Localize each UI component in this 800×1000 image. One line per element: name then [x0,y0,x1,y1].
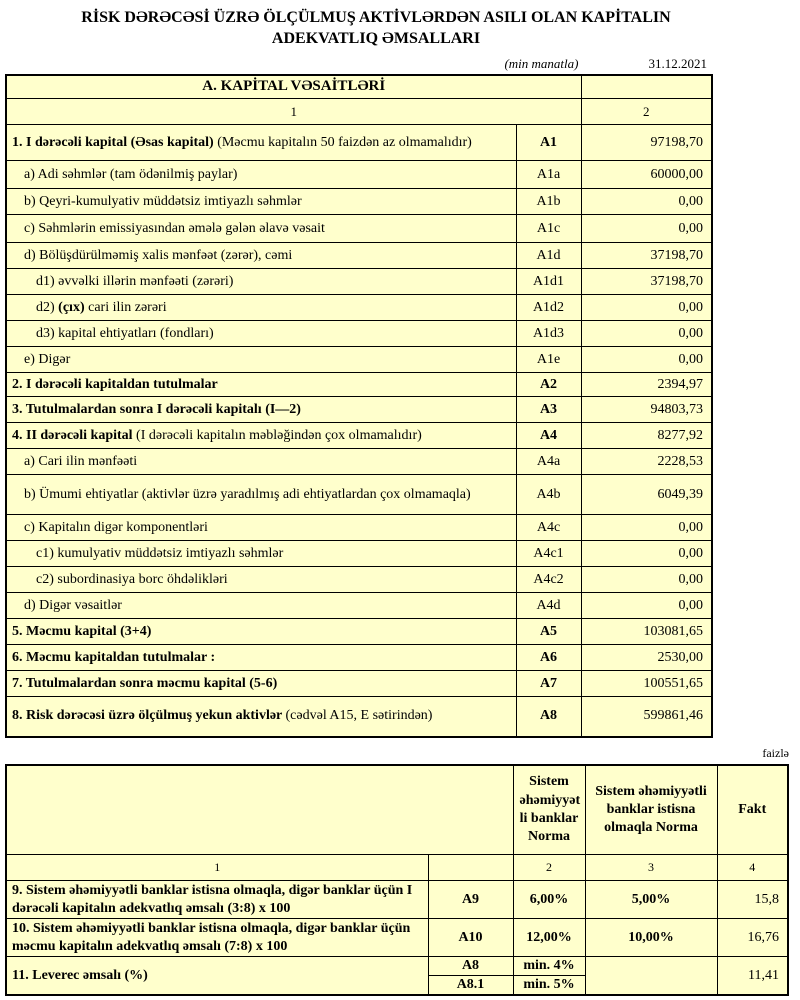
label-bold: (çıx) [58,299,85,315]
row-label [6,321,516,347]
row-value: 0,00 [581,347,712,373]
label-post: (I dərəcəli kapitalın məbləğindən çox olmamalıdır) [136,427,422,443]
label-pre: d) Bölüşdürülməmiş xalis mənfəət (zərər), cəmi [24,247,293,263]
label-pre: b) Qeyri-kumulyativ müddətsiz imtiyazlı səhmlər [24,193,302,209]
table-row [6,347,712,373]
label-bold: 10. Sistem əhəmiyyətli banklar istisna olmaqla, digər banklar üçün məcmu kapitalın adekvatlıq əmsalı (7:8) x 100 [12,921,411,954]
col-num-label: 1 [6,99,581,125]
table-row [6,189,712,215]
table-row [6,619,712,645]
row-value: 6049,39 [581,475,712,515]
row-value: 0,00 [581,541,712,567]
row-code: A4d [516,593,581,619]
row-value: 0,00 [581,593,712,619]
label-pre: a) Cari ilin mənfəəti [24,453,138,469]
row-label [6,645,516,671]
row-label [6,697,516,737]
label-pre: d1) əvvəlki illərin mənfəəti (zərəri) [36,273,234,289]
row-other-norm-empty [585,957,717,996]
page-title-line1: RİSK DƏRƏCƏSİ ÜZRƏ ÖLÇÜLMUŞ AKTİVLƏRDƏN ASILI OLAN KAPİTALIN [81,9,671,26]
row-label [6,449,516,475]
table-row [6,215,712,243]
column-number-row [6,99,712,125]
table-row [6,919,788,957]
page-title [5,8,747,50]
adequacy-ratios-table [5,764,789,997]
row-value: 0,00 [581,515,712,541]
percent-note: faizlə [762,745,789,760]
label-pre: c2) subordinasiya borc öhdəlikləri [36,571,228,587]
row-code: A1a [516,161,581,189]
row-label [6,957,428,996]
header-other-norm: Sistem əhəmiyyətli banklar istisna olmaqla Norma [585,765,717,855]
row-code-a81: A8.1 [428,976,513,996]
row-label [6,189,516,215]
table-row [6,397,712,423]
table-row [6,321,712,347]
row-value: 8277,92 [581,423,712,449]
row-code: A10 [428,919,513,957]
column-number-row [6,855,788,881]
table-row [6,645,712,671]
col-num-2: 2 [513,855,585,881]
row-label [6,125,516,161]
col-num-empty [428,855,513,881]
row-sys-norm: 12,00% [513,919,585,957]
label-bold: 9. Sistem əhəmiyyətli banklar istisna olmaqla, digər banklar üçün I dərəcəli kapitalın adekvatlıq əmsalı (3:8) x 100 [12,883,413,916]
row-code: A1d3 [516,321,581,347]
label-bold: 7. Tutulmalardan sonra məcmu kapital (5-6) [12,675,278,691]
row-code: A7 [516,671,581,697]
row-code: A4c [516,515,581,541]
label-post: (Məcmu kapitalın 50 faizdən az olmamalıdır) [217,134,472,150]
label-bold: 1. I dərəcəli kapital (Əsas kapital) [12,134,218,150]
row-label [6,671,516,697]
table-row [6,269,712,295]
table-row [6,449,712,475]
row-code: A4a [516,449,581,475]
row-fact: 11,41 [717,957,788,996]
row-label [6,919,428,957]
label-bold: 11. Leverec əmsalı (%) [12,967,148,983]
table-row [6,125,712,161]
row-label [6,295,516,321]
col-num-4: 4 [717,855,788,881]
col-num-3: 3 [585,855,717,881]
row-code: A8 [516,697,581,737]
row-fact: 15,8 [717,881,788,919]
row-label [6,243,516,269]
row-code: A1b [516,189,581,215]
label-pre: c) Kapitalın digər komponentləri [24,519,208,535]
row-label [6,215,516,243]
row-code: A4c1 [516,541,581,567]
table-row [6,295,712,321]
row-other-norm: 10,00% [585,919,717,957]
row-label [6,619,516,645]
section-header: A. KAPİTAL VƏSAİTLƏRİ [6,75,581,99]
table-row [6,161,712,189]
row-value: 2228,53 [581,449,712,475]
row-code: A9 [428,881,513,919]
table-row [6,697,712,737]
row-label [6,881,428,919]
row-code: A6 [516,645,581,671]
page-title-line2: ADEKVATLIQ ƏMSALLARI [271,29,481,47]
label-pre: d) Digər vəsaitlər [24,597,122,613]
row-value: 94803,73 [581,397,712,423]
row-code: A5 [516,619,581,645]
row-code: A1d1 [516,269,581,295]
row-label [6,397,516,423]
row-fact: 16,76 [717,919,788,957]
row-value: 103081,65 [581,619,712,645]
label-pre: d3) kapital ehtiyatları (fondları) [36,325,214,341]
row-code: A1 [516,125,581,161]
row-value: 0,00 [581,189,712,215]
capital-funds-table [5,74,713,738]
row-code: A1d [516,243,581,269]
label-bold: 2. I dərəcəli kapitaldan tutulmalar [12,376,218,392]
row-value: 0,00 [581,215,712,243]
table-row [6,373,712,397]
report-date: 31.12.2021 [648,55,707,71]
table-row [6,957,788,976]
row-value: 60000,00 [581,161,712,189]
row-min-norm-b: min. 5% [513,976,585,996]
header-row [6,765,788,855]
label-post: (cədvəl A15, E sətirindən) [285,708,433,724]
row-code: A4b [516,475,581,515]
row-min-norm-a: min. 4% [513,957,585,976]
label-pre: c) Səhmlərin emissiyasından əmələ gələn əlavə vəsait [24,220,325,236]
row-label [6,475,516,515]
header-sys-norm: Sistem əhəmiyyət li banklar Norma [513,765,585,855]
row-label [6,515,516,541]
table-row [6,515,712,541]
table-row [6,671,712,697]
table-row [6,475,712,515]
section-header-empty-cell [581,75,712,99]
row-label [6,347,516,373]
row-sys-norm: 6,00% [513,881,585,919]
label-pre: b) Ümumi ehtiyatlar (aktivlər üzrə yaradılmış adi ehtiyatlardan çox olmamaqla) [24,486,471,502]
row-value: 2530,00 [581,645,712,671]
row-value: 2394,97 [581,373,712,397]
row-label [6,161,516,189]
label-bold: 8. Risk dərəcəsi üzrə ölçülmuş yekun aktivlər [12,708,286,724]
row-value: 0,00 [581,295,712,321]
row-label [6,373,516,397]
row-code: A4 [516,423,581,449]
row-code: A2 [516,373,581,397]
meta-line [5,56,747,72]
row-value: 599861,46 [581,697,712,737]
row-label [6,541,516,567]
row-label [6,567,516,593]
row-value: 0,00 [581,321,712,347]
row-label [6,593,516,619]
row-code: A1e [516,347,581,373]
row-value: 97198,70 [581,125,712,161]
section-header-row [6,75,712,99]
row-code: A1c [516,215,581,243]
label-pre: c1) kumulyativ müddətsiz imtiyazlı səhmlər [36,545,284,561]
table-row [6,541,712,567]
row-code-a8: A8 [428,957,513,976]
unit-note: (min manatla) [504,55,579,71]
label-post: cari ilin zərəri [84,299,167,315]
row-other-norm: 5,00% [585,881,717,919]
row-value: 37198,70 [581,269,712,295]
label-pre: a) Adi səhmlər (tam ödənilmiş paylar) [24,166,238,182]
row-code: A3 [516,397,581,423]
row-value: 0,00 [581,567,712,593]
table-row [6,567,712,593]
header-empty-cell [6,765,513,855]
table-row [6,243,712,269]
table-row [6,593,712,619]
col-num-value: 2 [581,99,712,125]
table-row [6,423,712,449]
row-code: A1d2 [516,295,581,321]
label-bold: 4. II dərəcəli kapital [12,427,137,443]
label-bold: 3. Tutulmalardan sonra I dərəcəli kapitalı (I—2) [12,401,301,417]
label-bold: 5. Məcmu kapital (3+4) [12,623,152,639]
col-num-1: 1 [6,855,428,881]
row-code: A4c2 [516,567,581,593]
label-pre: e) Digər [24,351,71,367]
label-pre: d2) [36,299,59,315]
row-value: 37198,70 [581,243,712,269]
row-label [6,269,516,295]
header-fact: Fakt [717,765,788,855]
label-bold: 6. Məcmu kapitaldan tutulmalar : [12,649,216,665]
table-row [6,881,788,919]
row-value: 100551,65 [581,671,712,697]
row-label [6,423,516,449]
